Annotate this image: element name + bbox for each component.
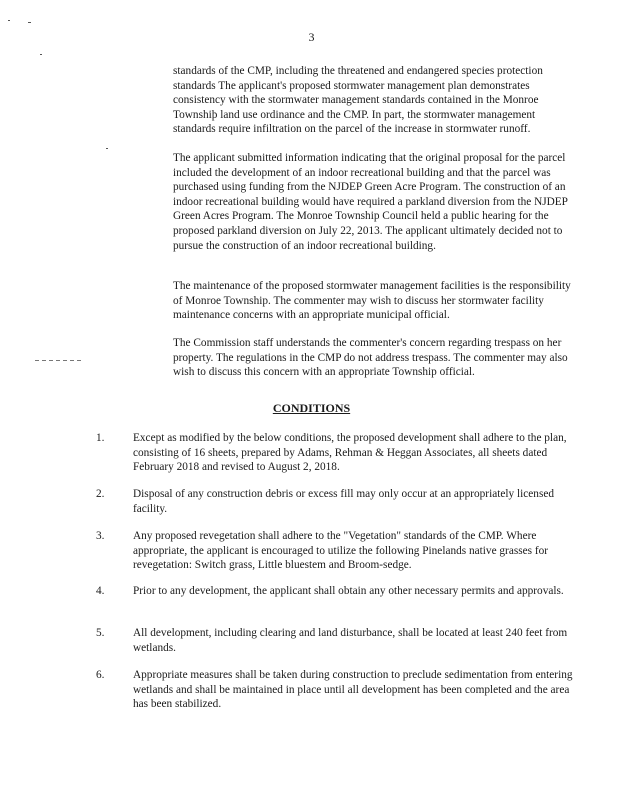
condition-text: Any proposed revegetation shall adhere to the "Vegetation" standards of the CMP. Where appropriate, the applicant is encouraged to utilize the following Pinelands native grasses for revegetation: Switch grass, Little bluestem and Broom-sedge.	[133, 530, 549, 572]
condition-text: Appropriate measures shall be taken during construction to preclude sedimentation from entering wetlands and shall be maintained in place until all development has been completed and the area has been stabilized.	[133, 669, 573, 711]
condition-text: Except as modified by the below conditions, the proposed development shall adhere to the plan, consisting of 16 sheets, prepared by Adams, Rehman & Heggan Associates, all sheets dated February 2018 and revised to August 2, 2018.	[133, 432, 567, 474]
scan-speck	[40, 54, 42, 55]
paragraph-maintenance: The maintenance of the proposed stormwater management facilities is the responsibility of Monroe Township. The commenter may wish to discuss her stormwater facility maintenance concerns with an appropriate municipal official.	[173, 280, 571, 322]
paragraph-stormwater-standards: standards of the CMP, including the threatened and endangered species protection standards The applicant's proposed stormwater management plan demonstrates consistency with the stormwater management standards contained in the Monroe Townshiϸ land use ordinance and the CMP. In part, the stormwater management standards require infiltration on the parcel of the increase in stormwater runoff.	[173, 65, 543, 136]
condition-text: Disposal of any construction debris or excess fill may only occur at an appropriately licensed facility.	[133, 488, 554, 515]
scan-speck	[8, 20, 10, 21]
paragraph-trespass: The Commission staff understands the commenter's concern regarding trespass on her property. The regulations in the CMP do not address trespass. The commenter may also wish to discuss this concern with an appropriate Township official.	[173, 337, 568, 379]
condition-number: 6.	[96, 669, 105, 681]
condition-number: 5.	[96, 627, 105, 639]
conditions-heading: CONDITIONS	[272, 401, 351, 415]
condition-number: 2.	[96, 488, 105, 500]
paragraph-parkland-diversion: The applicant submitted information indicating that the original proposal for the parcel included the development of an indoor recreational building and that the parcel was purchased using funding from the NJDEP Green Acre Program. The construction of an indoor recreational building would have required a parkland diversion from the NJDEP Green Acres Program. The Monroe Township Council held a public hearing for the proposed parkland diversion on July 22, 2013. The applicant ultimately decided not to pursue the construction of an indoor recreational building.	[173, 152, 568, 252]
scan-speck	[28, 22, 31, 23]
condition-number: 3.	[96, 530, 105, 542]
scan-mark	[35, 360, 83, 361]
scan-speck	[106, 148, 108, 149]
condition-text: Prior to any development, the applicant shall obtain any other necessary permits and approvals.	[133, 585, 564, 597]
condition-number: 1.	[96, 432, 105, 444]
condition-number: 4.	[96, 585, 105, 597]
page-number: 3	[308, 30, 315, 44]
condition-text: All development, including clearing and land disturbance, shall be located at least 240 feet from wetlands.	[133, 627, 568, 654]
